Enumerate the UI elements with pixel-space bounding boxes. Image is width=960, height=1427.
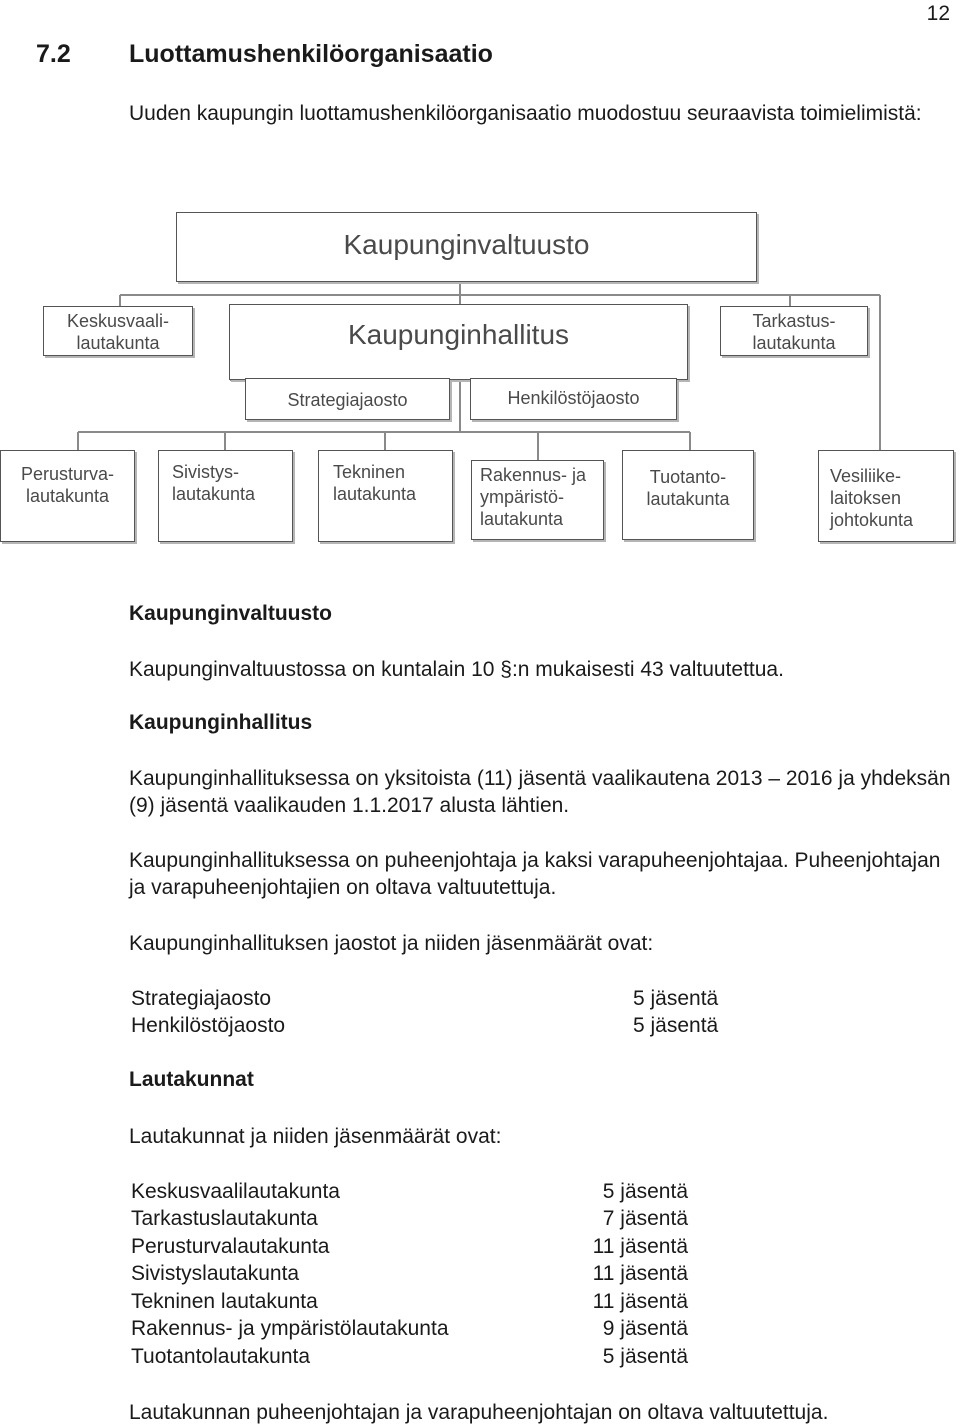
- committee-list-name: Perusturvalautakunta: [131, 1235, 330, 1258]
- personnel-section-box: [470, 378, 677, 420]
- board-section-name: Strategiajaosto: [131, 987, 272, 1010]
- board-box-label: Kaupunginhallitus: [347, 319, 570, 350]
- council-text: Kaupunginvaltuustossa on kuntalain 10 §:n mukaisesti 43 valtuutettua.: [129, 658, 784, 681]
- committee-list-name: Keskusvaalilautakunta: [131, 1180, 340, 1203]
- committee-list-members: 9 jäsentä: [602, 1317, 688, 1340]
- committee-box-vesiliike: [818, 450, 954, 542]
- personnel-section-label: Henkilöstöjaosto: [507, 388, 640, 408]
- board-heading: Kaupunginhallitus: [129, 711, 313, 734]
- council-box: [176, 212, 757, 282]
- committee-box-tuotanto: [622, 450, 754, 540]
- board-section-members: 5 jäsentä: [633, 987, 719, 1010]
- strategy-section-box: [245, 378, 450, 420]
- committee-box-perusturva: [0, 450, 135, 542]
- election-committee-box: [43, 306, 193, 356]
- election-committee-label: Keskusvaali- lautakunta: [66, 311, 170, 353]
- page-number: 12: [926, 2, 950, 25]
- committee-label: Tuotanto- lautakunta: [646, 467, 730, 509]
- committee-list-name: Tekninen lautakunta: [131, 1290, 318, 1313]
- strategy-section-label: Strategiajaosto: [287, 390, 408, 410]
- board-box: [229, 304, 688, 380]
- committee-label: Perusturva- lautakunta: [20, 464, 115, 506]
- committees-intro: Lautakunnat ja niiden jäsenmäärät ovat:: [129, 1125, 502, 1148]
- council-box-label: Kaupunginvaltuusto: [343, 229, 590, 260]
- section-title: Luottamushenkilöorganisaatio: [129, 40, 493, 68]
- committees-footer: Lautakunnan puheenjohtajan ja varapuheenjohtajan on oltava valtuutettuja.: [129, 1401, 829, 1424]
- committee-list-name: Tuotantolautakunta: [131, 1345, 311, 1368]
- committee-label: Tekninen lautakunta: [333, 462, 417, 504]
- committee-label: Vesiliike- laitoksen johtokunta: [830, 466, 914, 530]
- section-number: 7.2: [36, 40, 71, 68]
- committee-list-members: 11 jäsentä: [592, 1290, 688, 1313]
- intro-paragraph: Uuden kaupungin luottamushenkilöorganisaatio muodostuu seuraavista toimielimistä:: [129, 102, 922, 125]
- committee-box-rakennus: [471, 460, 604, 540]
- audit-committee-box: [720, 306, 868, 356]
- board-paragraph-2: Kaupunginhallituksessa on puheenjohtaja ja kaksi varapuheenjohtajaa. Puheenjohtajan ja varapuheenjohtajien on oltava valtuutettuja.: [129, 849, 941, 899]
- committee-list-name: Tarkastuslautakunta: [131, 1207, 318, 1230]
- committee-box-sivistys: [158, 450, 293, 542]
- council-heading: Kaupunginvaltuusto: [129, 602, 332, 625]
- board-section-members: 5 jäsentä: [633, 1014, 719, 1037]
- board-paragraph-3: Kaupunginhallituksen jaostot ja niiden jäsenmäärät ovat:: [129, 932, 654, 955]
- committee-list-name: Rakennus- ja ympäristölautakunta: [131, 1317, 449, 1340]
- committee-label: Rakennus- ja ympäristö- lautakunta: [480, 465, 587, 529]
- committee-list-members: 7 jäsentä: [602, 1207, 688, 1230]
- board-section-name: Henkilöstöjaosto: [131, 1014, 286, 1037]
- committee-list-members: 5 jäsentä: [602, 1345, 688, 1368]
- committee-list-members: 11 jäsentä: [592, 1235, 688, 1258]
- board-paragraph-1: Kaupunginhallituksessa on yksitoista (11) jäsentä vaalikautena 2013 – 2016 ja yhdeksän (9) jäsentä vaalikauden 1.1.2017 alusta lähtien.: [129, 767, 951, 817]
- committee-box-tekninen: [318, 450, 453, 542]
- committee-label: Sivistys- lautakunta: [172, 462, 256, 504]
- audit-committee-label: Tarkastus- lautakunta: [752, 311, 836, 353]
- committee-list-members: 5 jäsentä: [602, 1180, 688, 1203]
- committee-list-name: Sivistyslautakunta: [131, 1262, 300, 1285]
- committee-list-members: 11 jäsentä: [592, 1262, 688, 1285]
- committees-heading: Lautakunnat: [129, 1068, 254, 1091]
